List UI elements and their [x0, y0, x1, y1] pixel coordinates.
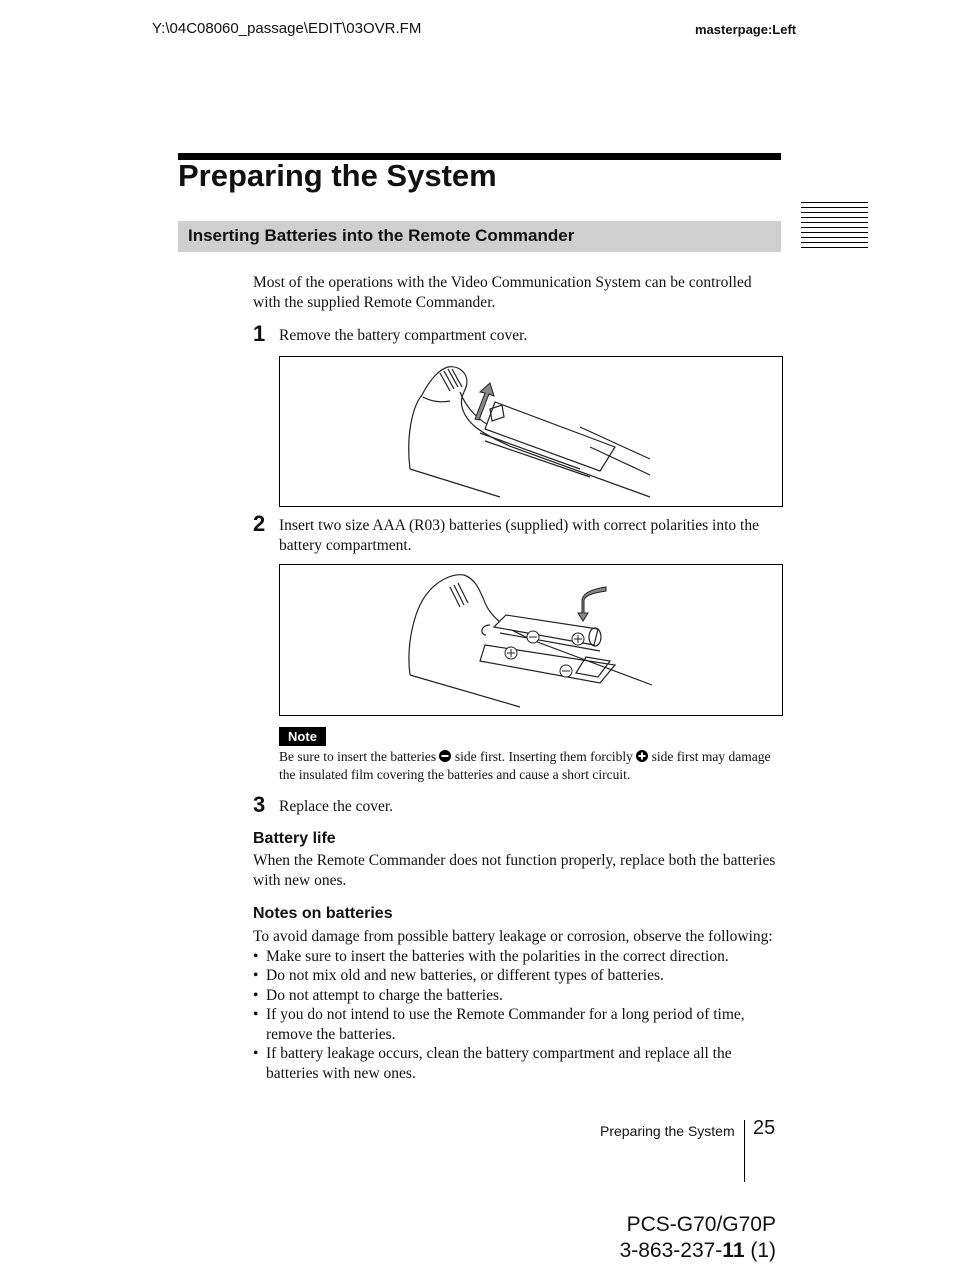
minus-symbol-icon — [439, 750, 451, 762]
notes-on-batteries-intro: To avoid damage from possible battery leakage or corrosion, observe the following: — [253, 928, 773, 945]
step-1-number: 1 — [253, 321, 266, 346]
part-number-prefix: 3-863-237- — [619, 1239, 723, 1262]
step-3-number: 3 — [253, 792, 266, 817]
intro-paragraph: Most of the operations with the Video Communication System can be controlled with the supplied Remote Commander. — [253, 274, 752, 311]
model-info — [560, 1212, 776, 1264]
notes-on-batteries-heading: Notes on batteries — [253, 905, 393, 922]
list-item: • If battery leakage occurs, clean the battery compartment and replace all the batteries with new ones. — [253, 1044, 783, 1083]
list-item: • If you do not intend to use the Remote Commander for a long period of time, remove the batteries. — [253, 1005, 783, 1044]
model-part-number — [560, 1238, 776, 1264]
part-number-suffix: (1) — [744, 1239, 776, 1262]
notes-on-batteries-section — [253, 927, 783, 1083]
masterpage-label: masterpage:Left — [695, 22, 797, 37]
note-text — [279, 748, 784, 784]
file-path-header: Y:\04C08060_passage\EDIT\03OVR.FM — [152, 20, 422, 37]
step-1-text: Remove the battery compartment cover. — [279, 327, 528, 344]
figure-remove-cover — [279, 356, 783, 507]
step-2-text: Insert two size AAA (R03) batteries (supplied) with correct polarities into the battery compartment. — [279, 517, 759, 554]
chapter-tab-lines — [801, 202, 868, 252]
part-number-bold: 11 — [722, 1239, 745, 1262]
footer-divider — [744, 1120, 745, 1182]
page-title: Preparing the System — [178, 158, 497, 193]
list-item: • Do not mix old and new batteries, or different types of batteries. — [253, 966, 783, 986]
battery-life-text: When the Remote Commander does not function properly, replace both the batteries with new ones. — [253, 852, 776, 889]
note-text-part3: side first may damage the insulated film covering the batteries and cause a short circuit. — [279, 749, 771, 782]
battery-insert-illustration — [280, 565, 782, 715]
step-3-text: Replace the cover. — [279, 798, 394, 815]
model-name: PCS-G70/G70P — [626, 1213, 776, 1236]
notes-bullet-list — [253, 947, 783, 1084]
remote-cover-illustration — [280, 357, 782, 506]
page-number: 25 — [753, 1117, 776, 1139]
step-2-number: 2 — [253, 511, 266, 536]
section-heading: Inserting Batteries into the Remote Commander — [188, 226, 575, 245]
footer-section-label: Preparing the System — [600, 1123, 735, 1139]
figure-insert-batteries — [279, 564, 783, 716]
battery-life-heading: Battery life — [253, 830, 336, 847]
plus-symbol-icon — [636, 750, 648, 762]
list-item: • Make sure to insert the batteries with the polarities in the correct direction. — [253, 947, 783, 967]
note-text-part2: side first. Inserting them forcibly — [454, 749, 633, 764]
list-item: • Do not attempt to charge the batteries. — [253, 986, 783, 1006]
note-badge: Note — [279, 727, 326, 746]
note-text-part1: Be sure to insert the batteries — [279, 749, 437, 764]
